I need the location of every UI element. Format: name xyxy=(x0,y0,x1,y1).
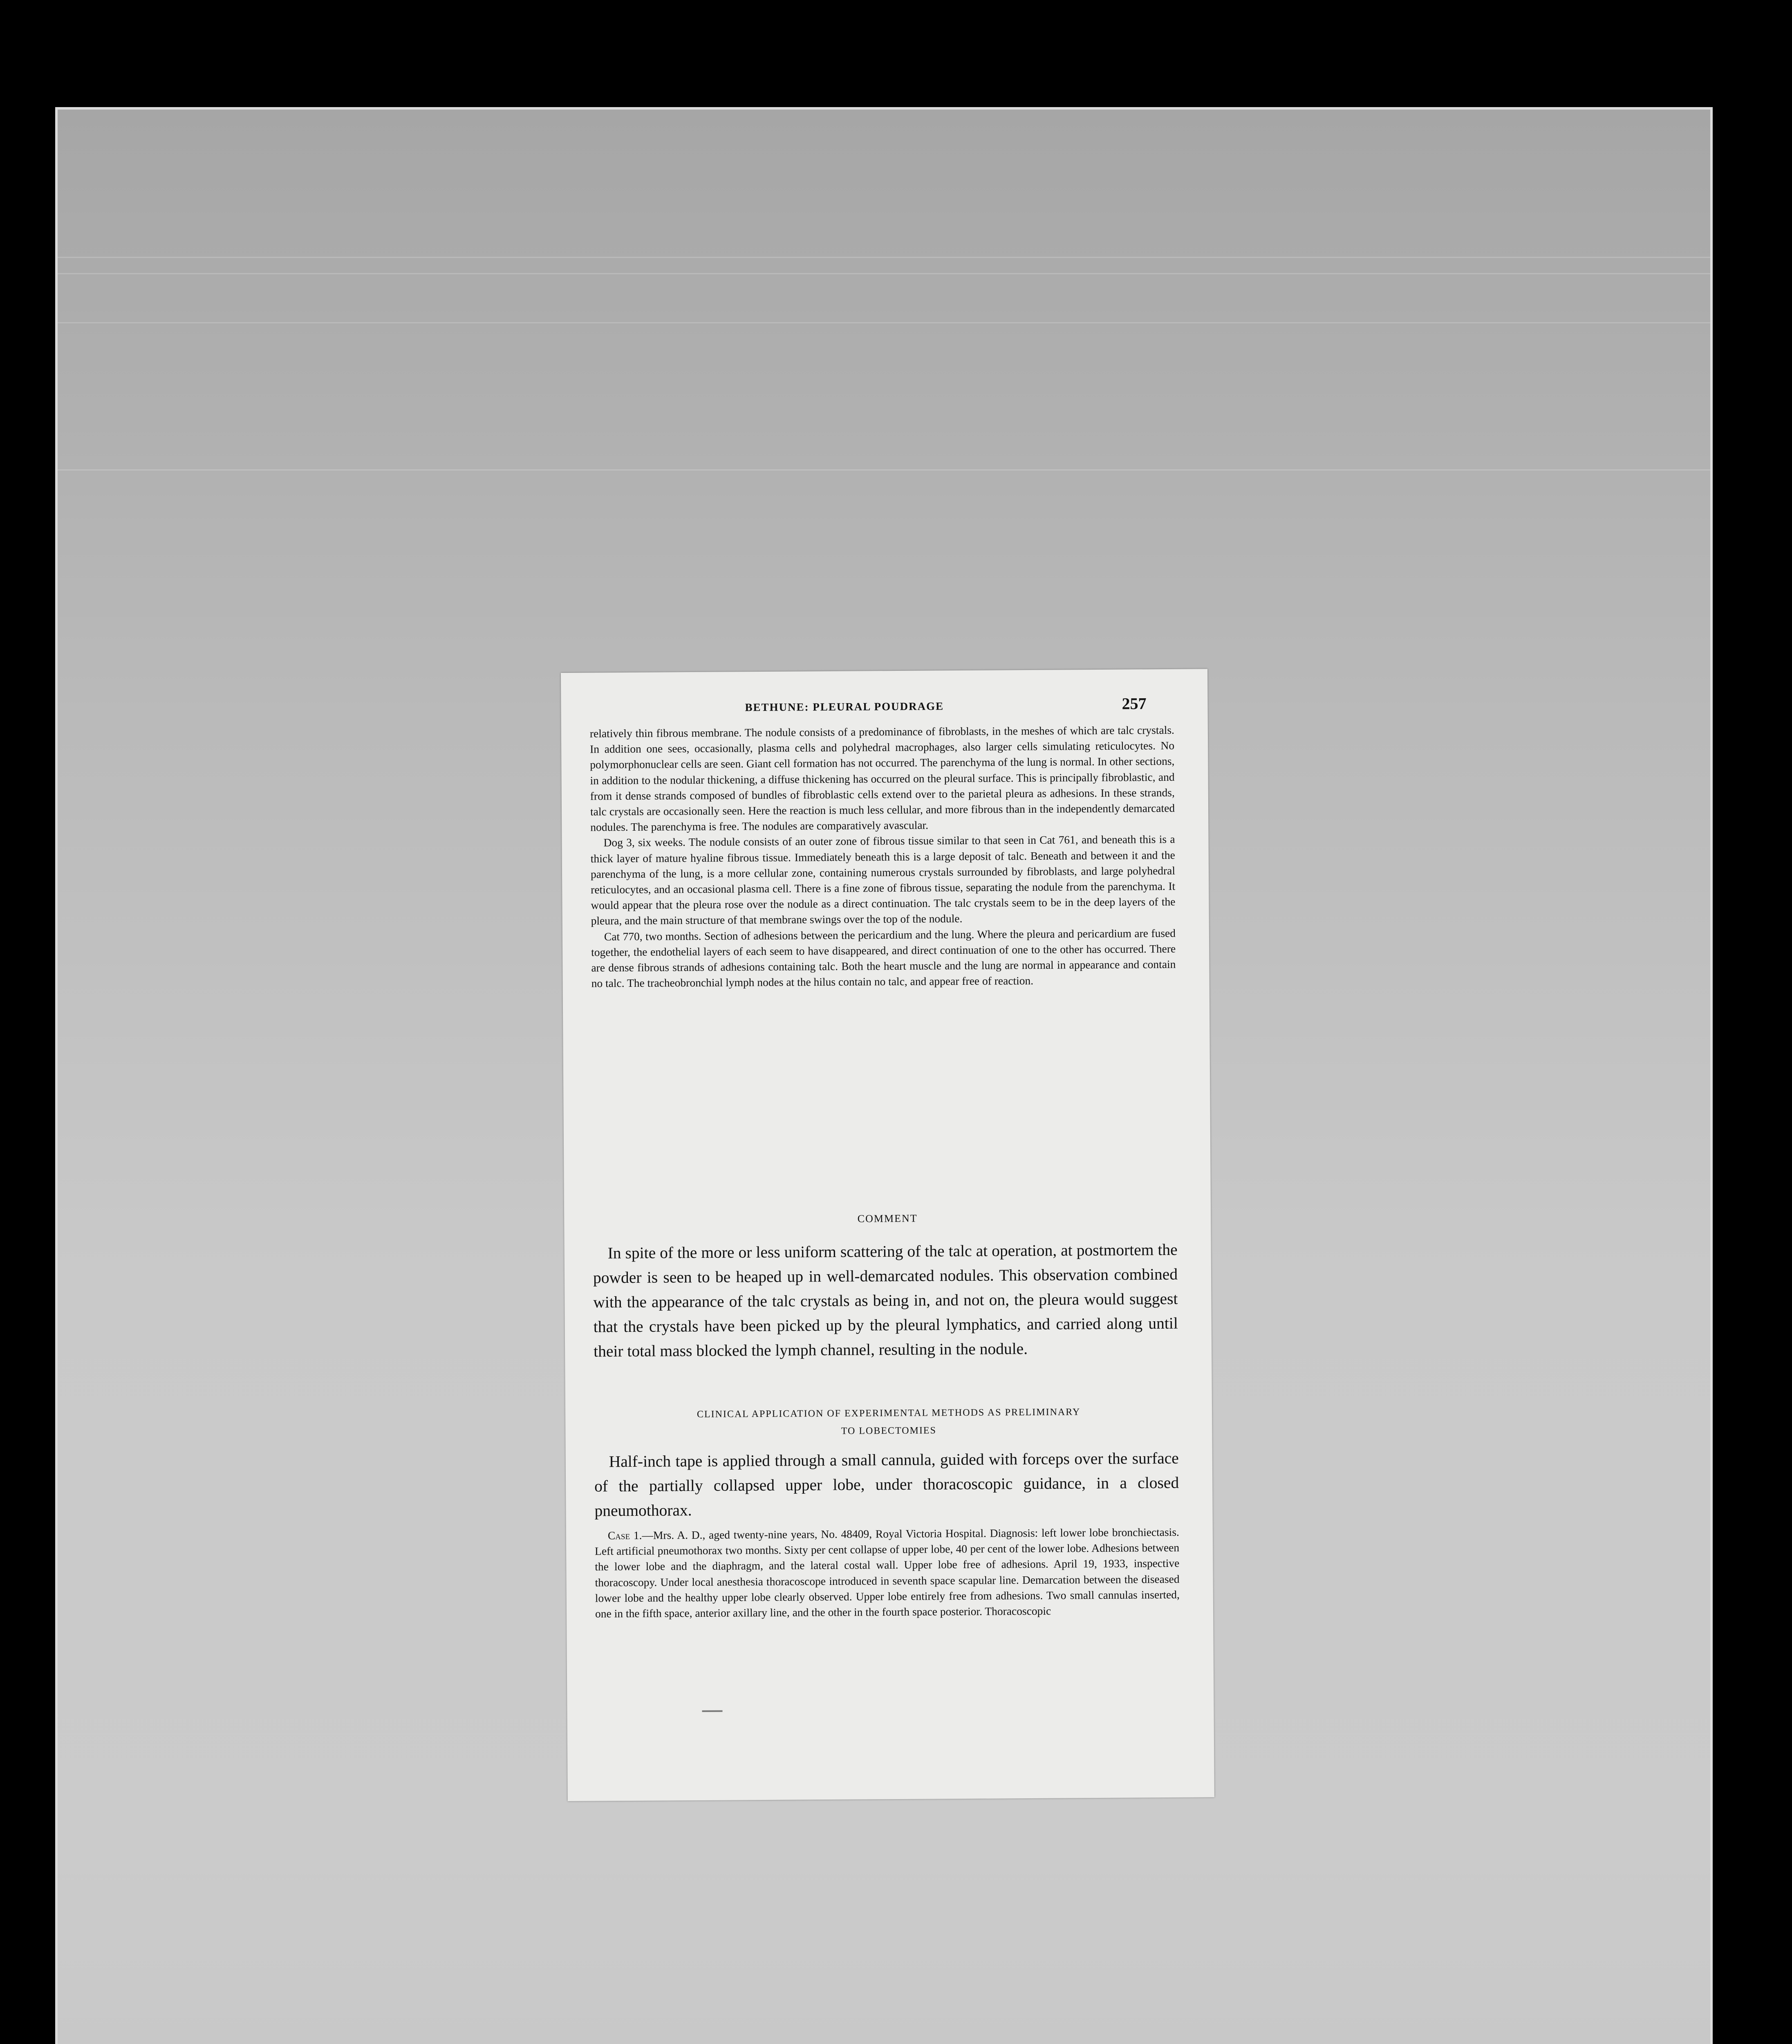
page-mark xyxy=(702,1710,723,1712)
clinical-body xyxy=(594,1446,1179,1523)
page-number: 257 xyxy=(1122,694,1147,713)
body-text-small xyxy=(590,722,1176,991)
scan-streak xyxy=(58,322,1710,323)
comment-body xyxy=(593,1237,1178,1364)
clinical-heading-line2: TO LOBECTOMIES xyxy=(841,1425,936,1437)
paragraph: Half-inch tape is applied through a small cannula, guided with forceps over the surface of the partially collapsed upper lobe, under thoracoscopic guidance, in a closed pneumothorax. xyxy=(594,1449,1179,1520)
paragraph: In spite of the more or less uniform scattering of the talc at operation, at postmortem the powder is seen to be heaped up in well-demarcated nodules. This observation combined with the appearance of the talc crystals as being in, and not on, the pleura would suggest that the crystals have been picked up by the pleural lymphatics, and carried along until their total mass blocked the lymph channel, resulting in the nodule. xyxy=(593,1240,1178,1360)
clinical-heading-line1: CLINICAL APPLICATION OF EXPERIMENTAL METHODS AS PRELIMINARY xyxy=(697,1407,1081,1420)
paragraph xyxy=(595,1524,1180,1622)
case-label: Case 1. xyxy=(607,1529,642,1542)
paragraph: relatively thin fibrous membrane. The nodule consists of a predominance of fibroblasts, in the meshes of which are talc crystals. In addition one sees, occasionally, plasma cells and polyhedral macrophages, also larger cells simulating reticulocytes. No polymorphonuclear cells are seen. Giant cell formation has not occurred. The parenchyma of the lung is normal. In other sections, in addition to the nodular thickening, a diffuse thickening has occurred on the pleural surface. This is principally fibroblastic, and from it dense strands composed of bundles of fibroblastic cells extend over to the parietal pleura as adhesions. In these strands, talc crystals are occasionally seen. Here the reaction is much less cellular, and more fibrous than in the independently demarcated nodules. The parenchyma is free. The nodules are comparatively avascular. xyxy=(589,723,1175,834)
case-report xyxy=(595,1524,1180,1622)
scan-streak xyxy=(58,273,1710,274)
case-text: —Mrs. A. D., aged twenty-nine years, No. 48409, Royal Victoria Hospital. Diagnosis: left lower lobe bronchiectasis. Left artificial pneumothorax two months. Sixty per cent collapse of upper lobe, 40 per cent of the lower lobe. Adhesions between the lower lobe and the diaphragm, and the lateral costal wall. Upper lobe free of adhesions. April 19, 1933, inspective thoracoscopy. Under local anesthesia thoracoscope introduced in seventh space scapular line. Demarcation between the diseased lower lobe and the healthy upper lobe clearly observed. Upper lobe entirely free from adhesions. Two small cannulas inserted, one in the fifth space, anterior axillary line, and the other in the fourth space posterior. Thoracoscopic xyxy=(595,1525,1180,1620)
paragraph: Dog 3, six weeks. The nodule consists of an outer zone of fibrous tissue similar to that seen in Cat 761, and beneath this is a thick layer of mature hyaline fibrous tissue. Immediately beneath this is a large deposit of talc. Beneath and between it and the parenchyma of the lung, is a more cellular zone, containing numerous crystals surrounded by fibroblasts, and large polyhedral reticulocytes, and an occasional plasma cell. There is a fine zone of fibrous tissue, separating the nodule from the parenchyma. It would appear that the pleura rose over the nodule as a direct continuation. The talc crystals seem to be in the deep layers of the pleura, and the main structure of that membrane swings over the top of the nodule. xyxy=(590,833,1176,927)
scan-streak xyxy=(58,257,1710,258)
document-page xyxy=(561,669,1214,1801)
archive-mount-board xyxy=(55,107,1713,2044)
running-title: BETHUNE: PLEURAL POUDRAGE xyxy=(745,700,944,714)
comment-heading: COMMENT xyxy=(857,1212,918,1225)
running-head xyxy=(561,693,1207,722)
scan-streak xyxy=(58,469,1710,471)
paragraph: Cat 770, two months. Section of adhesions between the pericardium and the lung. Where the pleura and pericardium are fused together, the endothelial layers of each seem to have disappeared, and direct continuation of one to the other has occurred. There are dense fibrous strands of adhesions containing talc. Both the heart muscle and the lung are normal in appearance and contain no talc. The tracheobronchial lymph nodes at the hilus contain no talc, and appear free of reaction. xyxy=(591,926,1176,990)
